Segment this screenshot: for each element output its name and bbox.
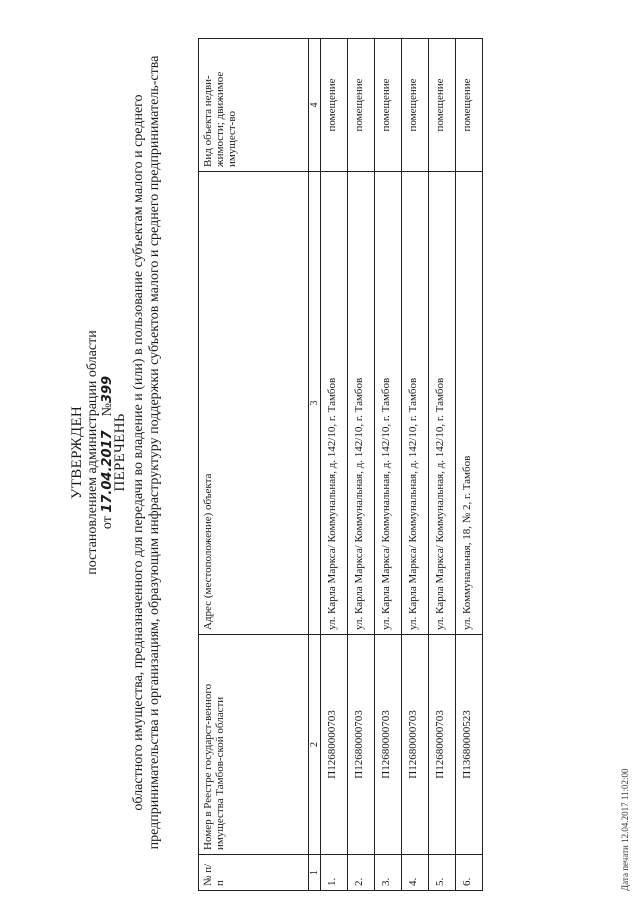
- row-index: 5.: [429, 855, 456, 891]
- table-header-row: [199, 39, 309, 891]
- document-title: ПЕРЕЧЕНЬ: [112, 413, 128, 492]
- header-registry-number: Номер в Реестре государст-венного имущества Тамбов-ской области: [199, 635, 309, 855]
- object-type: помещение: [321, 39, 348, 172]
- registry-number: П13680000523: [456, 635, 483, 855]
- row-index: 1.: [321, 855, 348, 891]
- column-number: 3: [309, 172, 321, 635]
- table-row: [402, 39, 429, 891]
- header-address: Адрес (местоположение) объекта: [199, 172, 309, 635]
- registry-number: П12680000703: [402, 635, 429, 855]
- handwritten-date: 17.04.2017: [100, 430, 115, 513]
- approval-block: [70, 0, 115, 905]
- address: ул. Карла Маркса/ Коммунальная, д. 142/10, г. Тамбов: [348, 172, 375, 635]
- row-index: 2.: [348, 855, 375, 891]
- table-row: [348, 39, 375, 891]
- table-row: [375, 39, 402, 891]
- address: ул. Карла Маркса/ Коммунальная, д. 142/10, г. Тамбов: [402, 172, 429, 635]
- table-row: [429, 39, 456, 891]
- row-index: 3.: [375, 855, 402, 891]
- object-type: помещение: [348, 39, 375, 172]
- document-subtitle: областного имущества, предназначенного для передачи во владение и (или) в пользование субъектам малого и среднего предпринимательства и организациям, образующим инфраструктуру поддержки субъектов малого и среднего предприниматель-ства: [131, 55, 162, 850]
- print-date-stamp: Дата печати 12.04.2017 11:02:00: [620, 768, 630, 891]
- object-type: помещение: [375, 39, 402, 172]
- table-row: [456, 39, 483, 891]
- header-object-type: Вид объекта недви-жимости; движимое имущест-во: [199, 39, 309, 172]
- row-index: 4.: [402, 855, 429, 891]
- approval-authority: постановлением администрации области: [85, 330, 100, 575]
- number-prefix: №: [100, 403, 115, 417]
- column-number-row: [309, 39, 321, 891]
- row-index: 6.: [456, 855, 483, 891]
- table-row: [321, 39, 348, 891]
- address: ул. Карла Маркса/ Коммунальная, д. 142/10, г. Тамбов: [321, 172, 348, 635]
- header-index: № п/п: [199, 855, 309, 891]
- approval-heading: УТВЕРЖДЕН: [69, 405, 85, 500]
- object-type: помещение: [456, 39, 483, 172]
- property-table: [198, 38, 483, 891]
- address: ул. Карла Маркса/ Коммунальная, д. 142/10, г. Тамбов: [375, 172, 402, 635]
- registry-number: П12680000703: [321, 635, 348, 855]
- date-prefix: от: [100, 516, 115, 530]
- registry-number: П12680000703: [429, 635, 456, 855]
- column-number: 2: [309, 635, 321, 855]
- address: ул. Коммунальная, 18, № 2, г. Тамбов: [456, 172, 483, 635]
- column-number: 4: [309, 39, 321, 172]
- registry-number: П12680000703: [348, 635, 375, 855]
- object-type: помещение: [429, 39, 456, 172]
- object-type: помещение: [402, 39, 429, 172]
- address: ул. Карла Маркса/ Коммунальная, д. 142/10, г. Тамбов: [429, 172, 456, 635]
- column-number: 1: [309, 855, 321, 891]
- handwritten-number: 399: [100, 375, 115, 404]
- registry-number: П12680000703: [375, 635, 402, 855]
